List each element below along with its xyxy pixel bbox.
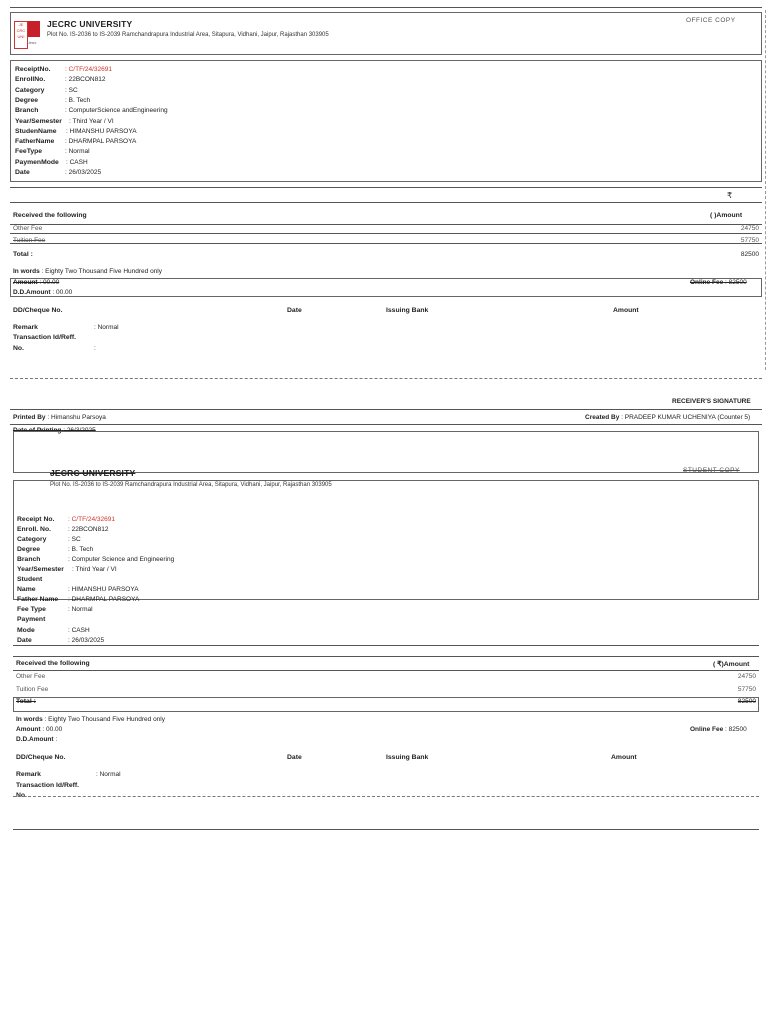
signature-rule [10, 409, 762, 410]
s-online-fee-value: : 82500 [725, 726, 747, 733]
s-fee-amount-1: 24750 [737, 673, 756, 680]
year-semester: : Third Year / VI [69, 117, 114, 125]
s-date: : 26/03/2025 [68, 637, 105, 644]
s-amount-header: ( ₹)Amount [713, 661, 750, 668]
university-name: JECRC UNIVERSITY [47, 19, 133, 29]
in-words [13, 268, 162, 275]
created-by-value: : PRADEEP KUMAR UCHENIYA (Counter 5) [621, 414, 751, 421]
s-in-words-value: : Eighty Two Thousand Five Hundred only [44, 716, 165, 723]
office-details [15, 65, 315, 180]
s-receipt-no-label: Receipt No. [17, 516, 55, 523]
s-rule-2 [13, 656, 759, 657]
branch: : ComputerScience andEngineering [65, 107, 168, 115]
s-category-label: Category [17, 536, 47, 543]
s-payment-mode: : CASH [68, 627, 90, 634]
s-payment-label-2: Mode [17, 627, 35, 634]
feetype-label: FeeType [15, 148, 43, 156]
s-receipt-no: : C/TF/24/32691 [68, 516, 115, 523]
s-col-amount: Amount [611, 754, 637, 761]
s-amount-row [16, 726, 62, 733]
dd-amount-label: D.D.Amount [13, 289, 51, 296]
s-total-amount: 82500 [737, 698, 756, 705]
s-received-label: Received the following [16, 660, 90, 667]
s-total-box [13, 697, 759, 712]
student-copy-label: STUDENT COPY [683, 467, 740, 474]
remark-label: Remark [13, 324, 38, 331]
student-label: StudenName [15, 127, 57, 135]
s-date-label: Date [17, 637, 32, 644]
s-enroll-label: Enroll. No. [17, 526, 51, 533]
rupee-bottom-rule [10, 202, 762, 203]
father-label: FatherName [15, 138, 55, 146]
online-fee-label: Online Fee [690, 279, 724, 286]
s-remark-value: : Normal [96, 771, 121, 778]
s-category: : SC [68, 536, 81, 543]
student-university-address: Plot No. IS-2036 to IS-2039 Ramchandrapura Industrial Area, Sitapura, Vidhani, Jaipur, Rajasthan 303905 [50, 482, 332, 488]
copy-label: OFFICE COPY [686, 17, 736, 24]
fee-rule-3 [10, 243, 762, 244]
remark-value: : Normal [94, 324, 119, 331]
office-dashed-rule [10, 378, 762, 379]
s-online-fee-row [690, 726, 747, 733]
fee-amount-2: 57750 [740, 237, 759, 244]
category-label: Category [15, 86, 45, 94]
s-in-words [16, 716, 165, 723]
s-rule-1 [13, 645, 759, 646]
date-printing-value: : 26/3/2025 [63, 427, 96, 434]
date: : 26/03/2025 [65, 169, 102, 176]
fee-name-2: Tuition Fee [13, 237, 46, 244]
s-col-dd-cheque: DD/Cheque No. [16, 754, 66, 761]
received-label: Received the following [13, 212, 87, 219]
printed-by-value: : Himanshu Parsoya [47, 414, 106, 421]
s-amount-value: : 00.00 [42, 726, 63, 733]
s-fee-type: : Normal [68, 606, 93, 613]
fee-name-1: Other Fee [13, 225, 43, 232]
in-words-label: In words [13, 268, 40, 275]
s-degree: : B. Tech [68, 546, 94, 553]
cut-line [765, 10, 766, 370]
s-father-name: : DHARMPAL PARSOYA [68, 596, 140, 603]
enroll-label: EnrollNo. [15, 76, 46, 84]
amount-row [13, 279, 59, 286]
fee-rule-1 [10, 224, 762, 225]
s-degree-label: Degree [17, 546, 41, 553]
amount-label: Amount [13, 279, 38, 286]
receipt-no: : C/TF/24/32691 [65, 66, 112, 73]
student-details [17, 515, 337, 645]
bottom-rule [13, 829, 759, 830]
created-by-label: Created By [585, 414, 620, 421]
fee-rule-2 [10, 233, 762, 234]
date-printing-label: Date of Printing [13, 427, 62, 434]
in-words-value: : Eighty Two Thousand Five Hundred only [41, 268, 162, 275]
s-student-label-2: Name [17, 586, 36, 593]
category: : SC [65, 86, 78, 94]
online-fee-value: : 82500 [725, 279, 747, 286]
s-year-semester: : Third Year / VI [72, 566, 117, 573]
rupee-symbol: ₹ [727, 191, 733, 200]
s-col-issuing-bank: Issuing Bank [386, 754, 429, 761]
transaction-value: : [94, 345, 96, 352]
top-rule [10, 7, 762, 8]
dd-amount-row [13, 289, 72, 296]
col-dd-cheque: DD/Cheque No. [13, 307, 63, 314]
s-enroll-no: : 22BCON812 [68, 526, 109, 533]
fee-type: : Normal [65, 148, 90, 156]
student-top-box [13, 431, 759, 473]
amount-value: : 00.00 [39, 279, 60, 286]
receiver-signature: RECEIVER'S SIGNATURE [672, 398, 751, 405]
s-total-label: Total : [16, 698, 36, 705]
s-fee-name-1: Other Fee [16, 673, 46, 680]
s-transaction-label-no: No. [16, 792, 27, 799]
s-branch: : Computer Science and Engineering [68, 556, 175, 563]
total-amount: 82500 [740, 251, 759, 258]
student-name: : HIMANSHU PARSOYA [66, 127, 137, 135]
printed-rule [10, 424, 762, 425]
s-fee-name-2: Tuition Fee [16, 686, 49, 693]
year-label: Year/Semester [15, 117, 62, 125]
printed-by-label: Printed By [13, 414, 46, 421]
s-dd-amount-row [16, 736, 57, 743]
col-issuing-bank: Issuing Bank [386, 307, 429, 314]
online-fee-row [690, 279, 747, 286]
enroll-no: : 22BCON812 [65, 76, 106, 84]
s-student-label-1: Student [17, 576, 43, 583]
s-dashed-rule [13, 796, 759, 797]
father-name: : DHARMPAL PARSOYA [65, 138, 137, 146]
s-student-name: : HIMANSHU PARSOYA [68, 586, 139, 593]
s-dd-amount-label: D.D.Amount [16, 736, 54, 743]
s-remark-label: Remark [16, 771, 41, 778]
s-online-fee-label: Online Fee [690, 726, 724, 733]
payment-mode: : CASH [66, 158, 88, 166]
branch-label: Branch [15, 107, 39, 115]
student-university-name: JECRC UNIVERSITY [50, 468, 136, 478]
dd-amount-value: : 00.00 [52, 289, 73, 296]
s-father-label: Father Name [17, 596, 59, 603]
col-amount: Amount [613, 307, 639, 314]
s-in-words-label: In words [16, 716, 43, 723]
transaction-label-no: No. [13, 345, 24, 352]
s-branch-label: Branch [17, 556, 41, 563]
payment-label: PaymenMode [15, 158, 59, 166]
s-year-label: Year/Semester [17, 566, 64, 573]
s-payment-label-1: Payment [17, 616, 46, 623]
printed-by [13, 414, 106, 421]
s-amount-label: Amount [16, 726, 41, 733]
degree-label: Degree [15, 96, 39, 104]
transaction-label: Transaction Id/Reff. [13, 334, 77, 341]
created-by [585, 414, 750, 421]
university-logo: JE CRC UNI Jecrc [14, 19, 42, 51]
total-label: Total : [13, 251, 33, 258]
s-transaction-label: Transaction Id/Reff. [16, 782, 80, 789]
col-date: Date [287, 307, 302, 314]
receipt-no-label: ReceiptNo. [15, 66, 51, 73]
fee-amount-1: 24750 [740, 225, 759, 232]
degree: : B. Tech [65, 96, 91, 104]
s-fee-rule-1 [13, 670, 759, 671]
s-feetype-label: Fee Type [17, 606, 46, 613]
university-address: Plot No. IS-2036 to IS-2039 Ramchandrapura Industrial Area, Sitapura, Vidhani, Jaipur, Rajasthan 303905 [47, 32, 329, 38]
date-label: Date [15, 169, 30, 176]
s-col-date: Date [287, 754, 302, 761]
amount-header: ( )Amount [710, 212, 743, 219]
s-fee-amount-2: 57750 [737, 686, 756, 693]
rupee-top-rule [10, 187, 762, 188]
amount-box [10, 278, 762, 297]
s-dd-amount-value: : [55, 736, 58, 743]
